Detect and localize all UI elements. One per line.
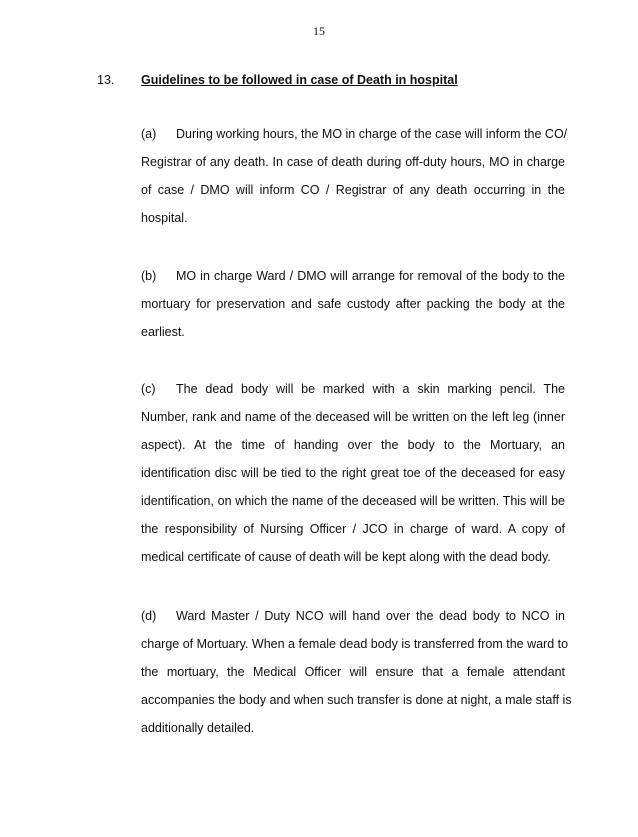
paragraph-c: [141, 375, 565, 571]
paragraph-line: (d) Ward Master / Duty NCO will hand over the dead body to NCO in: [141, 602, 565, 630]
paragraph-marker: (d): [141, 609, 157, 623]
paragraph-marker: (c): [141, 382, 156, 396]
paragraph-a: [141, 120, 568, 232]
paragraph-line: the responsibility of Nursing Officer / JCO in charge of ward. A copy of: [141, 522, 565, 536]
paragraph-line: additionally detailed.: [141, 721, 255, 735]
paragraph-b: [141, 262, 565, 346]
paragraph-line: Number, rank and name of the deceased will be written on the left leg (inner: [141, 410, 565, 424]
section-number: 13.: [97, 73, 115, 87]
paragraph-line: charge of Mortuary. When a female dead body is transferred from the ward to: [141, 637, 569, 651]
paragraph-line: the mortuary, the Medical Officer will ensure that a female attendant: [141, 665, 565, 679]
paragraph-line: accompanies the body and when such transfer is done at night, a male staff is: [141, 693, 572, 707]
paragraph-marker: (a): [141, 127, 157, 141]
paragraph-line: hospital.: [141, 211, 188, 225]
paragraph-line: mortuary for preservation and safe custody after packing the body at the: [141, 297, 565, 311]
paragraph-line: earliest.: [141, 325, 185, 339]
paragraph-line: identification, on which the name of the deceased will be written. This will be: [141, 494, 565, 508]
section-heading: Guidelines to be followed in case of Death in hospital: [141, 73, 458, 87]
paragraph-line: medical certificate of cause of death will be kept along with the dead body.: [141, 550, 551, 564]
paragraph-line: identification disc will be tied to the right great toe of the deceased for easy: [141, 466, 565, 480]
paragraph-line: aspect). At the time of handing over the body to the Mortuary, an: [141, 438, 565, 452]
paragraph-line: of case / DMO will inform CO / Registrar of any death occurring in the: [141, 183, 565, 197]
paragraph-line: (c) The dead body will be marked with a skin marking pencil. The: [141, 375, 565, 403]
paragraph-line: Registrar of any death. In case of death during off-duty hours, MO in charge: [141, 155, 565, 169]
page-number: 15: [313, 24, 325, 38]
paragraph-marker: (b): [141, 269, 157, 283]
paragraph-line: (a) During working hours, the MO in charge of the case will inform the CO/: [141, 120, 565, 148]
paragraph-d: [141, 602, 572, 742]
paragraph-line: (b) MO in charge Ward / DMO will arrange for removal of the body to the: [141, 262, 565, 290]
